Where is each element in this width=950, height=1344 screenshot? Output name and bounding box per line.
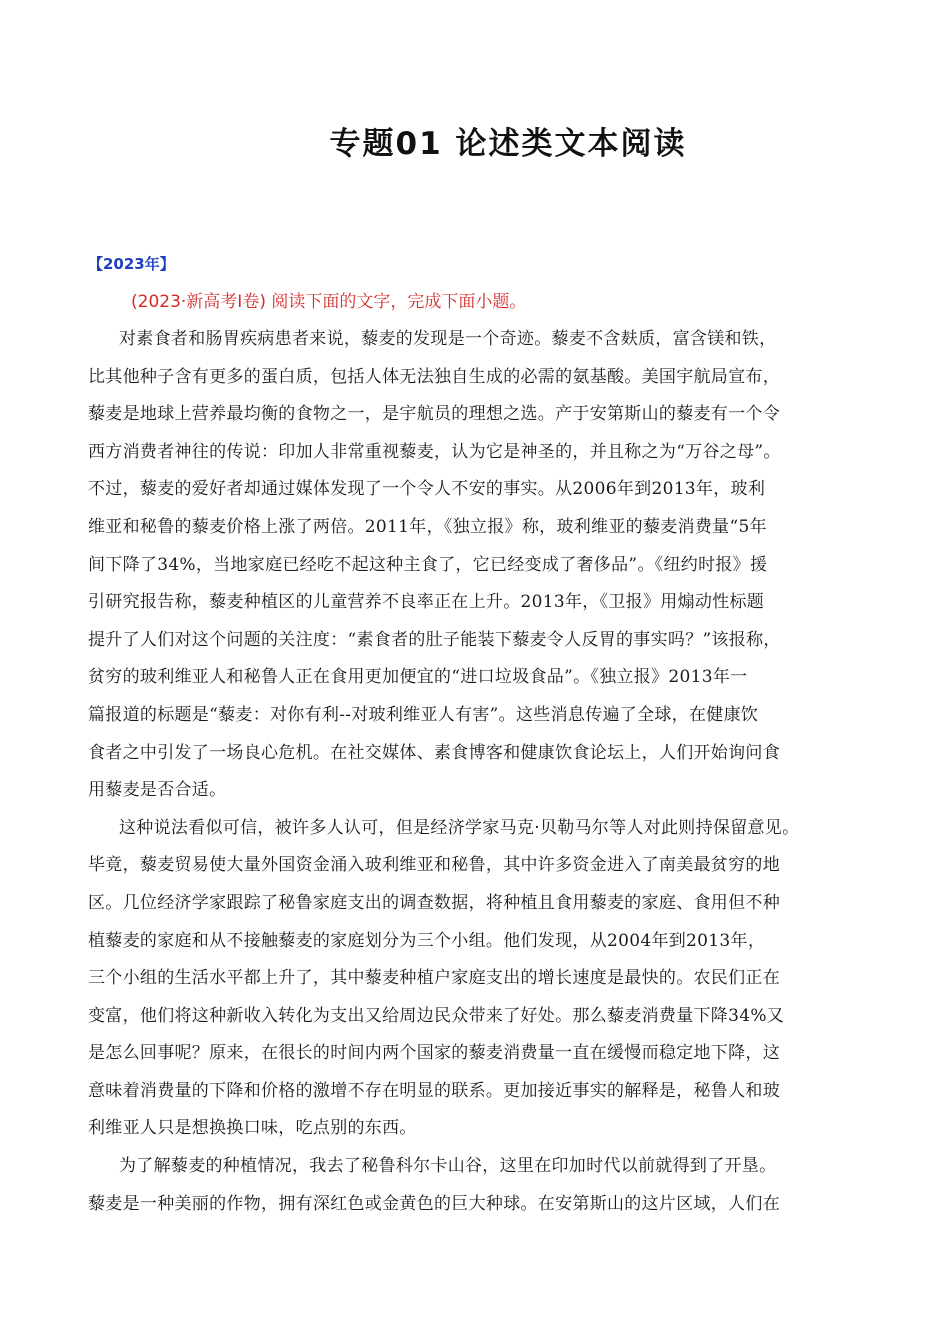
year-tag: 【2023年】 bbox=[88, 255, 175, 273]
text-line: 藜麦是一种美丽的作物，拥有深红色或金黄色的巨大种球。在安第斯山的这片区域，人们在 bbox=[88, 1193, 780, 1214]
passage-paragraph-2 bbox=[88, 810, 862, 1148]
text-line: 比其他种子含有更多的蛋白质，包括人体无法独自生成的必需的氨基酸。美国宇航局宣布， bbox=[88, 366, 780, 387]
text-line: 三个小组的生活水平都上升了，其中藜麦种植户家庭支出的增长速度是最快的。农民们正在 bbox=[88, 968, 780, 989]
text-line: 维亚和秘鲁的藜麦价格上涨了两倍。2011年，《独立报》称，玻利维亚的藜麦消费量“5年 bbox=[88, 516, 767, 537]
passage-paragraph-3 bbox=[88, 1148, 862, 1223]
text-line: 植藜麦的家庭和从不接触藜麦的家庭划分为三个小组。他们发现，从2004年到2013年， bbox=[88, 930, 766, 951]
text-line: 意味着消费量的下降和价格的激增不存在明显的联系。更加接近事实的解释是，秘鲁人和玻 bbox=[88, 1080, 780, 1101]
text-line: 这种说法看似可信，被许多人认可，但是经济学家马克·贝勒马尔等人对此则持保留意见。 bbox=[119, 817, 800, 838]
text-line: 藜麦是地球上营养最均衡的食物之一，是宇航员的理想之选。产于安第斯山的藜麦有一个令 bbox=[88, 404, 780, 425]
reading-instruction: 阅读下面的文字，完成下面小题。 bbox=[265, 292, 527, 312]
text-line: 不过，藜麦的爱好者却通过媒体发现了一个令人不安的事实。从2006年到2013年，玻利 bbox=[88, 479, 766, 500]
question-source-line bbox=[131, 287, 526, 312]
text-line: 篇报道的标题是“藜麦：对你有利--对玻利维亚人有害”。这些消息传遍了全球，在健康饮 bbox=[88, 704, 759, 725]
text-line: 食者之中引发了一场良心危机。在社交媒体、素食博客和健康饮食论坛上，人们开始询问食 bbox=[88, 742, 780, 763]
text-line: 对素食者和肠胃疾病患者来说，藜麦的发现是一个奇迹。藜麦不含麸质，富含镁和铁， bbox=[119, 329, 777, 349]
passage-paragraph-1 bbox=[88, 321, 862, 810]
passage-body bbox=[88, 321, 862, 1223]
text-line: 引研究报告称，藜麦种植区的儿童营养不良率正在上升。2013年，《卫报》用煽动性标题 bbox=[88, 592, 765, 613]
text-line: 毕竟，藜麦贸易使大量外国资金涌入玻利维亚和秘鲁，其中许多资金进入了南美最贫穷的地 bbox=[88, 855, 780, 876]
text-line: 为了解藜麦的种植情况，我去了秘鲁科尔卡山谷，这里在印加时代以前就得到了开垦。 bbox=[119, 1156, 777, 1177]
text-line: 贫穷的玻利维亚人和秘鲁人正在食用更加便宜的“进口垃圾食品”。《独立报》2013年一 bbox=[88, 667, 748, 688]
text-line: 是怎么回事呢？原来，在很长的时间内两个国家的藜麦消费量一直在缓慢而稳定地下降，这 bbox=[88, 1043, 780, 1064]
text-line: 利维亚人只是想换换口味，吃点别的东西。 bbox=[88, 1118, 417, 1139]
text-line: 提升了人们对这个问题的关注度：“素食者的肚子能装下藜麦令人反胃的事实吗？”该报称， bbox=[88, 629, 781, 650]
text-line: 变富，他们将这种新收入转化为支出又给周边民众带来了好处。那么藜麦消费量下降34%又 bbox=[88, 1005, 785, 1026]
page-title: 专题01 论述类文本阅读 bbox=[329, 126, 687, 162]
text-line: 间下降了34%，当地家庭已经吃不起这种主食了，它已经变成了奢侈品”。《纽约时报》援 bbox=[88, 554, 768, 575]
text-line: 西方消费者神往的传说：印加人非常重视藜麦，认为它是神圣的，并且称之为“万谷之母”。 bbox=[88, 441, 781, 462]
exam-source-label: (2023·新高考Ⅰ卷) bbox=[131, 292, 266, 312]
text-line: 区。几位经济学家跟踪了秘鲁家庭支出的调查数据，将种植且食用藜麦的家庭、食用但不种 bbox=[88, 892, 780, 913]
text-line: 用藜麦是否合适。 bbox=[88, 780, 227, 801]
